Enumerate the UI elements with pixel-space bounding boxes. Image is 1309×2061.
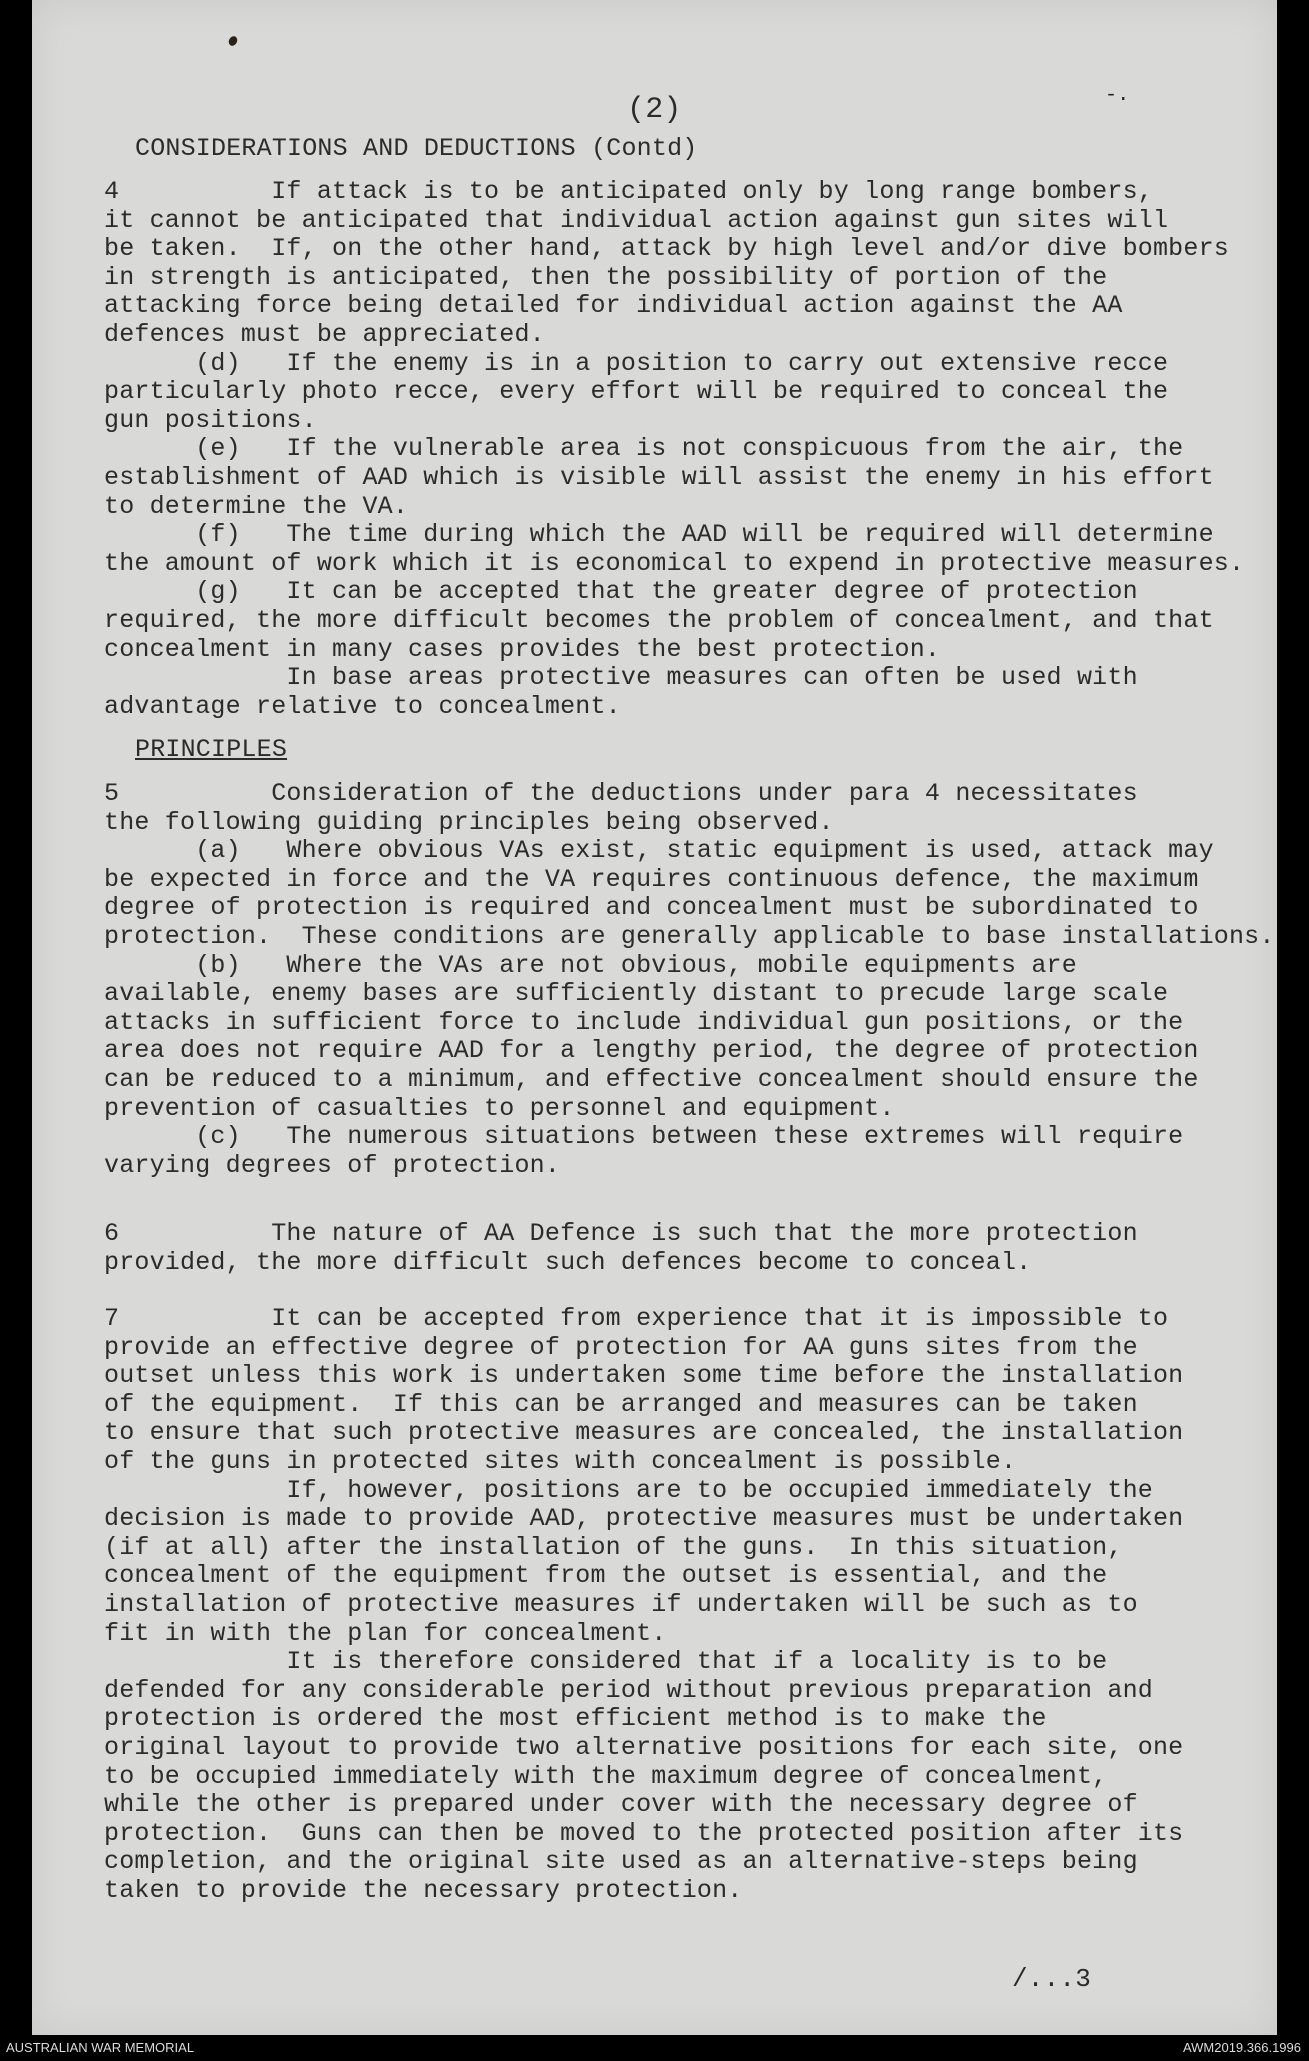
text-line: concealment of the equipment from the outset is essential, and the <box>104 1561 1108 1591</box>
text-line: 6 The nature of AA Defence is such that the more protection <box>104 1219 1138 1248</box>
footer-bar <box>0 2035 1309 2061</box>
paragraph-5 <box>104 780 1275 1180</box>
text-line: protection is ordered the most efficient method is to make the <box>104 1704 1047 1734</box>
principles-heading: PRINCIPLES <box>135 735 288 764</box>
text-line: (e) If the vulnerable area is not conspicuous from the air, the <box>104 434 1184 464</box>
text-line: varying degrees of protection. <box>104 1150 561 1180</box>
paragraph-7 <box>104 1305 1183 1905</box>
text-line: while the other is prepared under cover with the necessary degree of <box>104 1790 1138 1820</box>
text-line: In base areas protective measures can often be used with <box>104 663 1138 693</box>
text-line: gun positions. <box>104 405 317 435</box>
text-line: defended for any considerable period without previous preparation and <box>104 1675 1153 1705</box>
text-line: If, however, positions are to be occupied immediately the <box>104 1475 1153 1505</box>
text-line: provide an effective degree of protection for AA guns sites from the <box>104 1332 1138 1362</box>
text-line: protection. Guns can then be moved to the protected position after its <box>104 1818 1184 1848</box>
text-line: decision is made to provide AAD, protective measures must be undertaken <box>104 1504 1184 1534</box>
text-line: outset unless this work is undertaken some time before the installation <box>104 1361 1184 1391</box>
text-line: original layout to provide two alternative positions for each site, one <box>104 1732 1184 1762</box>
text-line: (c) The numerous situations between these extremes will require <box>104 1122 1184 1152</box>
text-line: area does not require AAD for a lengthy period, the degree of protection <box>104 1036 1199 1066</box>
text-line: establishment of AAD which is visible will assist the enemy in his effort <box>104 462 1214 492</box>
text-line: the amount of work which it is economical to expend in protective measures. <box>104 548 1245 578</box>
text-line: the following guiding principles being observed. <box>104 807 834 837</box>
footer-source: AUSTRALIAN WAR MEMORIAL <box>6 2040 195 2055</box>
text-line: fit in with the plan for concealment. <box>104 1618 667 1648</box>
text-line: provided, the more difficult such defences become to conceal. <box>104 1247 1032 1277</box>
text-line: taken to provide the necessary protection. <box>104 1875 743 1905</box>
text-line: attacking force being detailed for individual action against the AA <box>104 291 1123 321</box>
page-number: (2) <box>627 93 682 127</box>
section-heading: CONSIDERATIONS AND DEDUCTIONS (Contd) <box>135 134 698 163</box>
text-line: advantage relative to concealment. <box>104 691 621 721</box>
text-line: attacks in sufficient force to include individual gun positions, or the <box>104 1007 1184 1037</box>
text-line: completion, and the original site used as an alternative-steps being <box>104 1847 1138 1877</box>
text-line: in strength is anticipated, then the possibility of portion of the <box>104 262 1108 292</box>
text-line: can be reduced to a minimum, and effective concealment should ensure the <box>104 1064 1199 1094</box>
text-line: (d) If the enemy is in a position to carry out extensive recce <box>104 348 1169 378</box>
text-line: particularly photo recce, every effort will be required to conceal the <box>104 377 1169 407</box>
text-line: required, the more difficult becomes the problem of concealment, and that <box>104 605 1214 635</box>
ink-spot <box>227 35 239 48</box>
text-line: 5 Consideration of the deductions under para 4 necessitates <box>104 779 1138 808</box>
text-line: 7 It can be accepted from experience that it is impossible to <box>104 1304 1169 1333</box>
text-line: degree of protection is required and concealment must be subordinated to <box>104 893 1199 923</box>
continuation-mark: /...3 <box>1012 1964 1092 1994</box>
text-line: of the equipment. If this can be arranged and measures can be taken <box>104 1389 1138 1419</box>
paragraph-6 <box>104 1220 1138 1277</box>
text-line: concealment in many cases provides the best protection. <box>104 634 941 664</box>
text-line: be taken. If, on the other hand, attack by high level and/or dive bombers <box>104 234 1229 264</box>
text-line: to be occupied immediately with the maximum degree of concealment, <box>104 1761 1108 1791</box>
text-line: (g) It can be accepted that the greater degree of protection <box>104 577 1138 607</box>
text-line: to determine the VA. <box>104 491 409 521</box>
text-line: of the guns in protected sites with concealment is possible. <box>104 1446 1017 1476</box>
text-line: it cannot be anticipated that individual action against gun sites will <box>104 205 1169 235</box>
text-line: (a) Where obvious VAs exist, static equipment is used, attack may <box>104 836 1214 866</box>
text-line: (b) Where the VAs are not obvious, mobile equipments are <box>104 950 1077 980</box>
text-line: defences must be appreciated. <box>104 319 545 349</box>
footer-reference: AWM2019.366.1996 <box>1182 2040 1301 2055</box>
text-line: available, enemy bases are sufficiently distant to precude large scale <box>104 979 1169 1009</box>
text-line: 4 If attack is to be anticipated only by long range bombers, <box>104 177 1153 206</box>
paragraph-4 <box>104 178 1244 721</box>
text-line: protection. These conditions are generally applicable to base installations. <box>104 921 1275 951</box>
text-line: to ensure that such protective measures are concealed, the installation <box>104 1418 1184 1448</box>
text-line: (if at all) after the installation of the guns. In this situation, <box>104 1532 1123 1562</box>
text-line: (f) The time during which the AAD will be required will determine <box>104 520 1214 550</box>
text-line: installation of protective measures if undertaken will be such as to <box>104 1589 1138 1619</box>
text-line: be expected in force and the VA requires continuous defence, the maximum <box>104 864 1199 894</box>
corner-mark: -. <box>1105 84 1130 107</box>
text-line: prevention of casualties to personnel and equipment. <box>104 1093 895 1123</box>
text-line: It is therefore considered that if a locality is to be <box>104 1647 1108 1677</box>
